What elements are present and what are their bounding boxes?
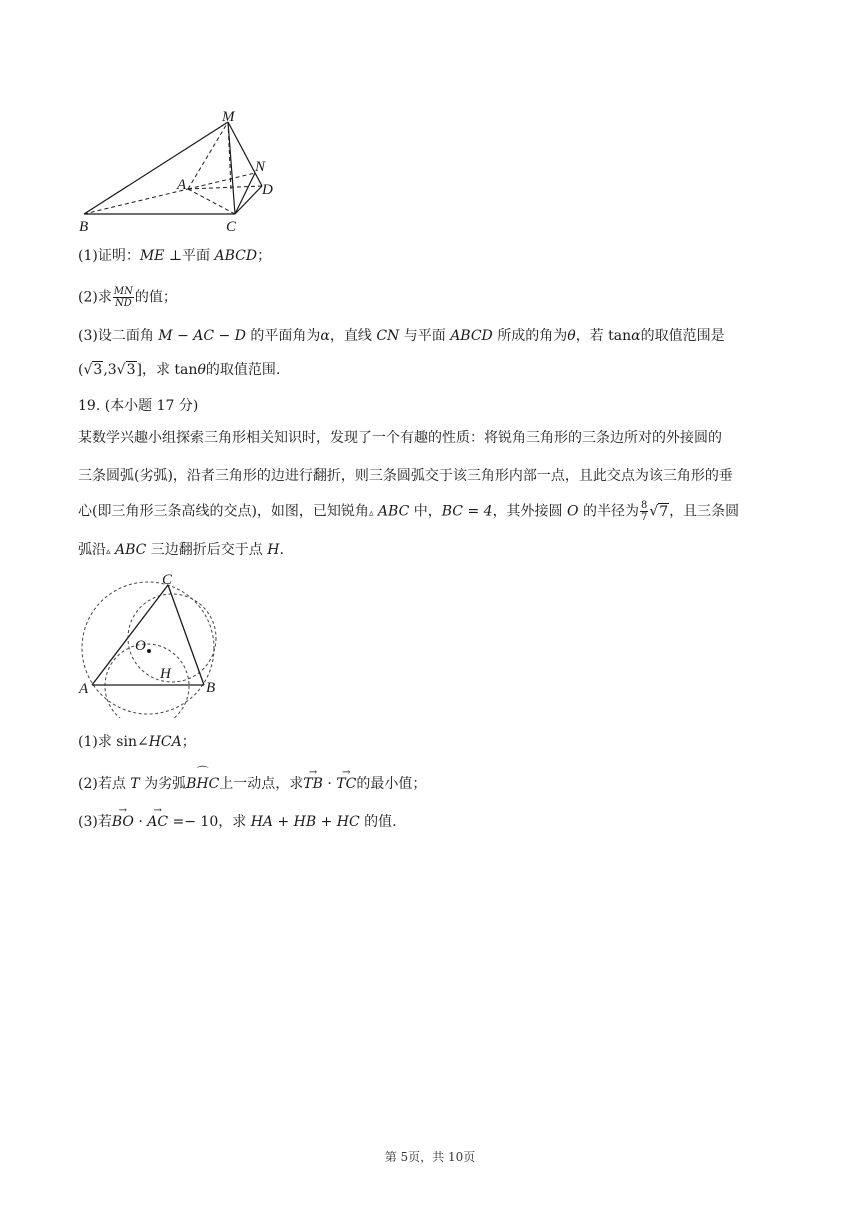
perp-symbol: ⊥ xyxy=(168,248,183,264)
q19-p2-prefix: (2)若点 xyxy=(78,776,131,792)
frac-den-7: 7 xyxy=(640,512,648,523)
q18-p3-t6: 的取值范围是 xyxy=(640,328,725,344)
label-h: H xyxy=(160,666,171,682)
fraction-mn-nd xyxy=(113,286,134,309)
sqrt-3b: 3 xyxy=(126,362,136,378)
label-c: C xyxy=(226,219,237,235)
alpha-symbol-2: α xyxy=(631,328,641,344)
q19-p3-end: 的值. xyxy=(359,814,397,830)
frac-den: ND xyxy=(114,298,132,309)
label-a2: A xyxy=(79,681,89,697)
point-t: T xyxy=(130,776,140,792)
q19-l3c: ，其外接圆 xyxy=(492,503,568,520)
interval-close: ] xyxy=(136,362,142,378)
sqrt-3a: 3 xyxy=(93,362,103,378)
q19-p2-t2: 上一动点，求 xyxy=(219,776,304,792)
q19-part1 xyxy=(78,732,196,752)
center-dot xyxy=(147,649,151,653)
q19-header: 19. (本小题 17 分) xyxy=(78,398,199,414)
q18-p3-prefix: (3)设二面角 xyxy=(78,328,159,344)
dot-product: · xyxy=(322,776,337,792)
q18-p1-prefix: (1)证明： xyxy=(78,248,140,264)
q18-p2-end: 的值； xyxy=(134,289,177,306)
point-h: H xyxy=(267,542,280,558)
alpha-symbol: α xyxy=(320,328,330,344)
plane-abcd: ABCD xyxy=(450,328,493,344)
q18-p1-me: ME xyxy=(139,248,165,264)
q18-p2-prefix: (2)求 xyxy=(78,289,112,306)
q18-p3-t1: 的平面角为 xyxy=(245,328,321,344)
dot-product-2: · xyxy=(133,814,148,830)
q19-p3-eq: =− 10，求 xyxy=(168,814,251,830)
q18-p3-t4: 所成的角为 xyxy=(492,328,568,344)
q18-p1-text: 平面 xyxy=(182,248,215,264)
q19-p2-t1: 为劣弧 xyxy=(139,776,187,792)
q19-l4a: 弧沿 xyxy=(78,542,106,558)
line-cn: CN xyxy=(376,328,400,344)
q19-l4c: . xyxy=(279,542,284,558)
q19-p1-prefix: (1)求 sin∠ xyxy=(78,734,149,750)
theta-symbol-2: θ xyxy=(197,362,206,378)
fraction-8-7 xyxy=(640,500,648,523)
bc-value: BC = 4 xyxy=(441,503,493,520)
q19-intro-line3: 心(即三角形三条高线的交点)，如图，已知锐角▵ ABC 中，BC = 4，其外接圆 O 的半径为 $\frac{8}{7}$ √7，且三条圆 xyxy=(78,500,740,523)
vector-tb: → TB xyxy=(303,774,323,794)
q19-l4b: 三边翻折后交于点 xyxy=(146,542,268,558)
label-m: M xyxy=(222,109,235,125)
frac-num-8: 8 xyxy=(640,500,648,511)
q18-part1 xyxy=(78,246,271,266)
label-n: N xyxy=(255,159,266,175)
q18-p3-t3: 与平面 xyxy=(399,328,451,344)
pyramid-svg xyxy=(74,106,284,236)
q19-p3-prefix: (3)若 xyxy=(78,814,112,830)
q19-intro-line4 xyxy=(78,540,284,562)
q18-part2 xyxy=(78,286,177,309)
interval-open: ( xyxy=(78,362,84,378)
q18-part3-cont: (√3,3√3]，求 tanθ的取值范围. xyxy=(78,362,281,378)
q18-p3b-t1: ，求 tan xyxy=(141,362,198,378)
triangle-abc-2: ABC xyxy=(114,542,147,558)
vector-tc: → TC xyxy=(336,774,356,794)
sum-expression: HA + HB + HC xyxy=(250,814,360,830)
interval-mid: ,3 xyxy=(103,362,117,378)
label-b2: B xyxy=(206,680,216,696)
pyramid-figure xyxy=(74,106,284,236)
q19-l3e: ，且三条圆 xyxy=(669,503,740,520)
q19-p2-end: 的最小值； xyxy=(356,776,427,792)
label-d: D xyxy=(262,182,273,198)
triangle-symbol-2: ▵ xyxy=(106,547,111,557)
circle-o: O xyxy=(567,503,579,520)
label-b: B xyxy=(79,219,89,235)
triangle-symbol: ▵ xyxy=(368,508,374,519)
q18-p3-t5: ，若 tan xyxy=(575,328,632,344)
sqrt-7: 7 xyxy=(659,503,669,520)
label-a: A xyxy=(177,177,187,193)
q19-p1-end: ； xyxy=(181,734,196,750)
triangle-abc: ABC xyxy=(377,503,410,520)
q18-p1-abcd: ABCD xyxy=(214,248,258,264)
q18-p3b-t2: 的取值范围. xyxy=(205,362,281,378)
q19-l3b: 中， xyxy=(409,503,442,520)
q19-l3d: 的半径为 xyxy=(578,503,639,520)
dihedral-angle: M − AC − D xyxy=(158,328,246,344)
angle-hca: HCA xyxy=(148,734,182,750)
q19-intro-line2: 三条圆弧(劣弧)，沿者三角形的边进行翻折，则三条圆弧交于该三角形内部一点，且此交点为该三角形的垂 xyxy=(78,468,733,484)
label-c2: C xyxy=(162,572,173,588)
circle-figure xyxy=(74,568,234,718)
q19-part2 xyxy=(78,774,426,794)
label-o: O xyxy=(135,638,146,654)
q18-p3-t2: ，直线 xyxy=(329,328,377,344)
theta-symbol: θ xyxy=(567,328,576,344)
q19-part3 xyxy=(78,812,397,832)
frac-num: MN xyxy=(113,286,133,297)
vector-bo: → BO xyxy=(112,812,134,832)
q19-l3a: 心(即三角形三条高线的交点)，如图，已知锐角 xyxy=(78,503,369,520)
q18-p1-end: ； xyxy=(257,248,272,264)
page-footer: 第 5页，共 10页 xyxy=(384,1150,476,1164)
q19-intro-line1: 某数学兴趣小组探索三角形相关知识时，发现了一个有趣的性质：将锐角三角形的三条边所对的外接圆的 xyxy=(78,430,722,446)
q18-part3 xyxy=(78,326,725,346)
arc-bhc: ⌒ BHC xyxy=(186,774,219,794)
circle-svg xyxy=(74,568,234,718)
vector-ac: → AC xyxy=(147,812,168,832)
